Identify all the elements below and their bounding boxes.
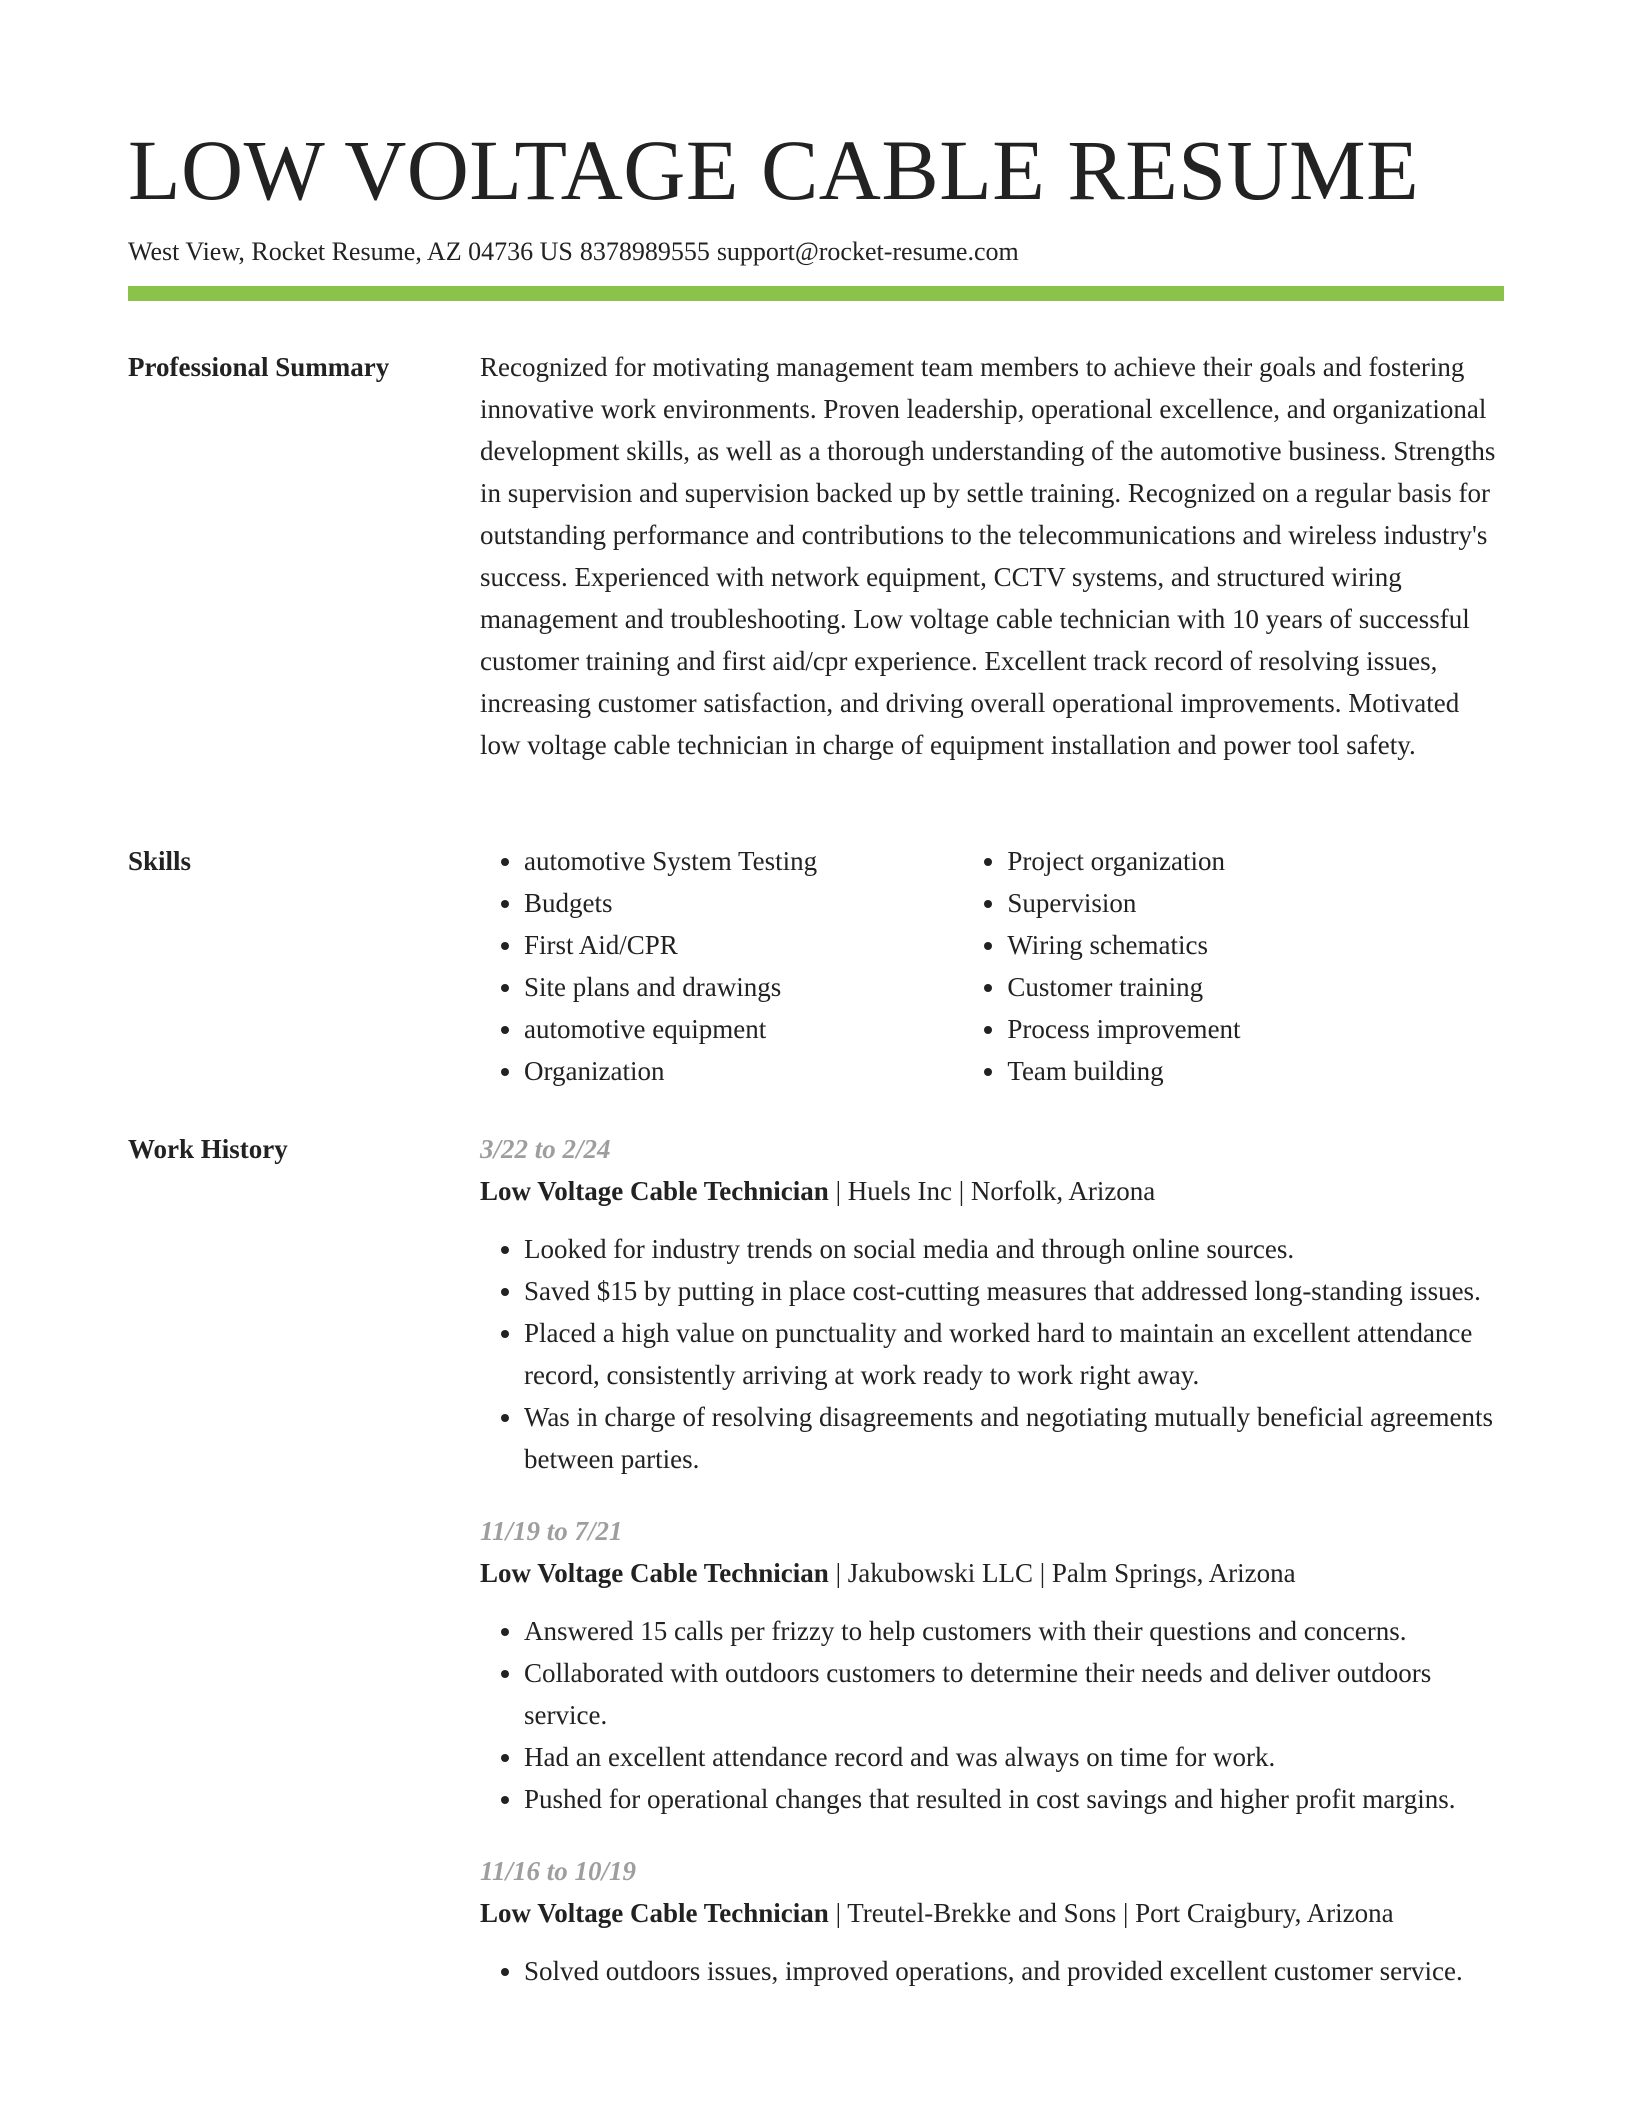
skill-item: • automotive System Testing [524,840,963,882]
job-title: Low Voltage Cable Technician [480,1176,829,1206]
job-bullet: • Looked for industry trends on social media and through online sources. [524,1228,1504,1270]
job-title: Low Voltage Cable Technician [480,1898,829,1928]
summary-text: Recognized for motivating management team members to achieve their goals and fostering innovative work environments. Proven leadership, operational excellence, and organizational development skills, as well as a thorough understanding of the automotive business. Strengths in supervision and supervision backed up by settle training. Recognized on a regular basis for outstanding performance and contributions to the telecommunications and wireless industry's success. Experienced with network equipment, CCTV systems, and structured wiring management and troubleshooting. Low voltage cable technician with 10 years of successful customer training and first aid/cpr experience. Excellent track record of resolving issues, increasing customer satisfaction, and driving overall operational improvements. Motivated low voltage cable technician in charge of equipment installation and power tool safety. [480,352,1496,760]
job-bullets [480,1950,1504,1992]
job-title-line [480,1892,1504,1934]
skills-grid [480,840,1504,1092]
skill-item: • Budgets [524,882,963,924]
job-bullet: • Placed a high value on punctuality and worked hard to maintain an excellent attendance record, consistently arriving at work ready to work right away. [524,1312,1504,1396]
job-dates: 3/22 to 2/24 [480,1134,611,1164]
separator: | [958,1176,965,1206]
skills-column-left [480,840,963,1092]
skill-item: • Process improvement [1007,1008,1504,1050]
job-bullet: • Was in charge of resolving disagreements and negotiating mutually beneficial agreements between parties. [524,1396,1504,1480]
job-company: Treutel-Brekke and Sons [847,1898,1117,1928]
contact-email: support@rocket-resume.com [716,237,1019,266]
contact-phone: 8378989555 [579,237,710,266]
job-dates: 11/16 to 10/19 [480,1856,637,1886]
skills-heading: Skills [128,846,192,876]
skill-item: • Project organization [1007,840,1504,882]
job-title-line [480,1170,1504,1212]
job-entry [480,1510,1504,1820]
skill-item: • First Aid/CPR [524,924,963,966]
summary-heading: Professional Summary [128,352,390,382]
job-company: Huels Inc [847,1176,952,1206]
job-dates: 11/19 to 7/21 [480,1516,623,1546]
work-history-heading: Work History [128,1134,288,1164]
job-location: Norfolk, Arizona [970,1176,1156,1206]
skill-item: • Wiring schematics [1007,924,1504,966]
job-title: Low Voltage Cable Technician [480,1558,829,1588]
header-accent-bar [128,286,1504,301]
skill-item: • Team building [1007,1050,1504,1092]
job-bullet: • Collaborated with outdoors customers to determine their needs and deliver outdoors service. [524,1652,1504,1736]
resume-header [128,118,1504,268]
work-history-body [480,1128,1504,1992]
work-history-section [128,1128,1504,2112]
skill-item: • Site plans and drawings [524,966,963,1008]
summary-section [128,346,1504,806]
contact-line [128,236,1504,268]
skill-item: • Customer training [1007,966,1504,1008]
skill-item: • automotive equipment [524,1008,963,1050]
job-bullet: • Pushed for operational changes that resulted in cost savings and higher profit margins. [524,1778,1504,1820]
separator: | [835,1558,841,1588]
job-bullet: • Answered 15 calls per frizzy to help customers with their questions and concerns. [524,1610,1504,1652]
job-company: Jakubowski LLC [847,1558,1033,1588]
resume-title: LOW VOLTAGE CABLE RESUME [128,122,1420,218]
job-entry [480,1128,1504,1480]
job-bullet: • Had an excellent attendance record and was always on time for work. [524,1736,1504,1778]
skills-section [128,840,1504,1100]
job-location: Palm Springs, Arizona [1051,1558,1296,1588]
job-bullets [480,1610,1504,1820]
separator: | [1122,1898,1129,1928]
contact-address: West View, Rocket Resume, AZ 04736 US [128,237,573,266]
skill-item: • Supervision [1007,882,1504,924]
job-entry [480,1850,1504,1992]
job-bullets [480,1228,1504,1480]
separator: | [1039,1558,1046,1588]
summary-body [480,346,1504,766]
skills-body [480,840,1504,1092]
skills-column-right [963,840,1504,1092]
job-title-line [480,1552,1504,1594]
job-bullet: • Saved $15 by putting in place cost-cutting measures that addressed long-standing issues. [524,1270,1504,1312]
job-location: Port Craigbury, Arizona [1135,1898,1394,1928]
skill-item: • Organization [524,1050,963,1092]
job-bullet: • Solved outdoors issues, improved operations, and provided excellent customer service. [524,1950,1504,1992]
separator: | [835,1176,841,1206]
separator: | [835,1898,841,1928]
